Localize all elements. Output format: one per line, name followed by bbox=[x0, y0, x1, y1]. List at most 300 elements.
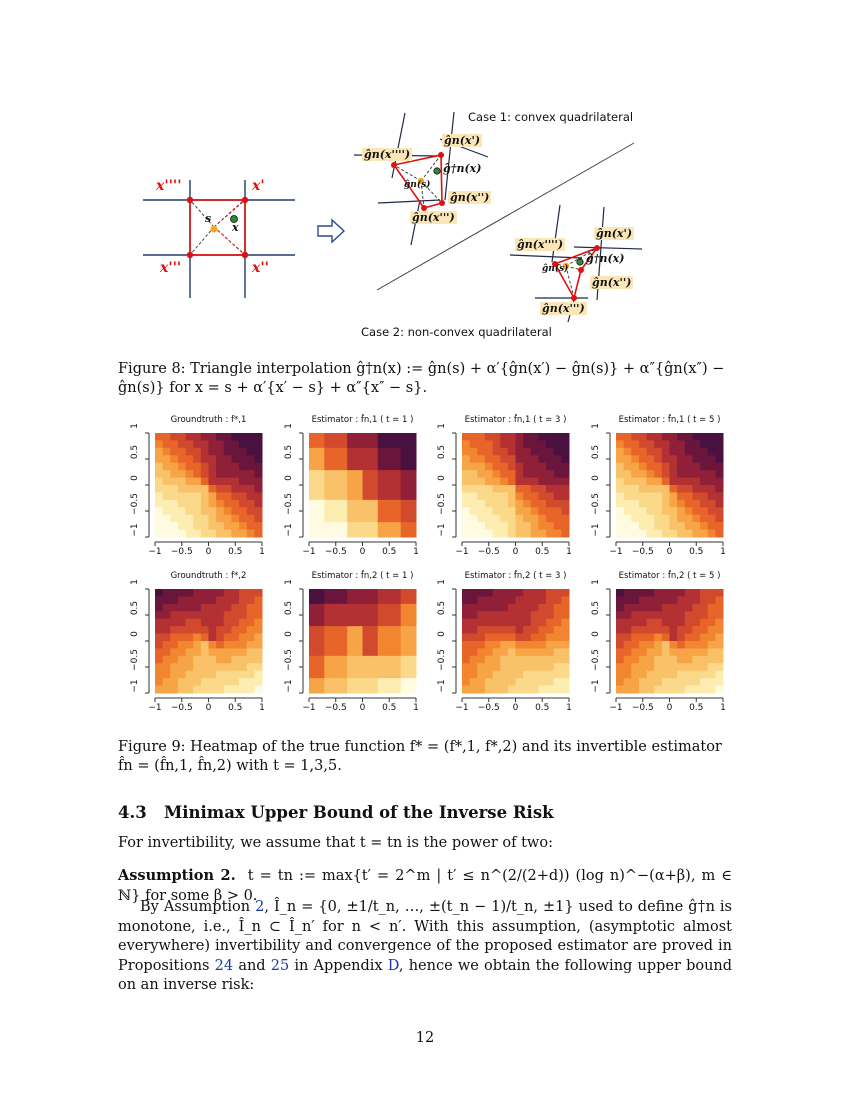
heatmap-cell bbox=[647, 515, 655, 523]
heatmap-cell bbox=[538, 515, 546, 523]
heatmap-cell bbox=[523, 440, 531, 448]
heatmap-cell bbox=[516, 678, 524, 686]
heatmap-cell bbox=[340, 455, 348, 463]
heatmap-cell bbox=[332, 515, 340, 523]
heatmap-cell bbox=[685, 470, 693, 478]
heatmap-cell bbox=[554, 611, 562, 619]
heatmap-cell bbox=[685, 515, 693, 523]
heatmap-cell bbox=[631, 478, 639, 486]
heatmap-cell bbox=[324, 663, 332, 671]
heatmap-plot bbox=[115, 415, 282, 559]
heatmap-cell bbox=[538, 611, 546, 619]
heatmap-cell bbox=[647, 678, 655, 686]
heatmap-cell bbox=[178, 656, 186, 664]
heatmap-cell bbox=[193, 678, 201, 686]
heatmap-cell bbox=[370, 448, 378, 456]
heatmap-cell bbox=[538, 678, 546, 686]
heatmap-cell bbox=[516, 455, 524, 463]
heatmap-cell bbox=[378, 663, 386, 671]
heatmap-cell bbox=[708, 522, 716, 530]
heatmap-cell bbox=[247, 433, 255, 441]
heatmap-cell bbox=[631, 515, 639, 523]
heatmap-cell bbox=[347, 448, 355, 456]
x-tick-label: −0.5 bbox=[170, 547, 193, 557]
heatmap-cell bbox=[170, 448, 178, 456]
x-tick-label: −0.5 bbox=[324, 703, 347, 713]
heatmap-cell bbox=[647, 626, 655, 634]
heatmap-cell bbox=[378, 492, 386, 500]
heatmap-cell bbox=[616, 611, 624, 619]
heatmap-cell bbox=[401, 634, 409, 642]
heatmap-cell bbox=[561, 500, 569, 508]
heatmap-cell bbox=[224, 641, 232, 649]
y-tick-label: −1 bbox=[284, 679, 294, 693]
heatmap-cell bbox=[631, 463, 639, 471]
heatmap-cell bbox=[163, 671, 171, 679]
x-tick-label: 0 bbox=[666, 703, 673, 713]
heatmap-cell bbox=[216, 455, 224, 463]
heatmap-cell bbox=[186, 530, 194, 538]
heatmap-cell bbox=[692, 596, 700, 604]
heatmap-cell bbox=[554, 515, 562, 523]
heatmap-cell bbox=[355, 648, 363, 656]
heatmap-cell bbox=[624, 522, 632, 530]
heatmap-cell bbox=[523, 470, 531, 478]
heatmap-cell bbox=[531, 604, 539, 612]
heatmap-cell bbox=[485, 656, 493, 664]
heatmap-cell bbox=[324, 604, 332, 612]
heatmap-cell bbox=[616, 507, 624, 515]
heatmap-cell bbox=[516, 507, 524, 515]
heatmap-cell bbox=[355, 515, 363, 523]
heatmap-cell bbox=[309, 671, 317, 679]
heatmap-cell bbox=[662, 663, 670, 671]
heatmap-cell bbox=[715, 634, 723, 642]
heatmap-cell bbox=[700, 596, 708, 604]
heatmap-cell bbox=[531, 619, 539, 627]
heatmap-cell bbox=[516, 656, 524, 664]
heatmap-cell bbox=[355, 463, 363, 471]
heatmap-cell bbox=[670, 463, 678, 471]
heatmap-cell bbox=[317, 485, 325, 493]
heatmap-cell bbox=[462, 663, 470, 671]
heatmap-cell bbox=[462, 492, 470, 500]
heatmap-cell bbox=[209, 440, 217, 448]
heatmap-cell bbox=[347, 440, 355, 448]
heatmap-cell bbox=[546, 530, 554, 538]
heatmap-cell bbox=[685, 492, 693, 500]
heatmap-cell bbox=[370, 478, 378, 486]
heatmap-cell bbox=[462, 656, 470, 664]
heatmap-cell bbox=[523, 611, 531, 619]
heatmap-cell bbox=[639, 663, 647, 671]
heatmap-cell bbox=[385, 478, 393, 486]
heatmap-cell bbox=[201, 619, 209, 627]
heatmap-cell bbox=[170, 648, 178, 656]
heatmap-cell bbox=[624, 492, 632, 500]
heatmap-cell bbox=[531, 485, 539, 493]
heatmap-cell bbox=[631, 589, 639, 597]
heatmap-cell bbox=[470, 440, 478, 448]
heatmap-cell bbox=[224, 671, 232, 679]
heatmap-plot bbox=[576, 415, 743, 559]
heatmap-cell bbox=[500, 656, 508, 664]
y-tick-label: 0 bbox=[130, 475, 140, 481]
heatmap-cell bbox=[401, 478, 409, 486]
heatmap-cell bbox=[639, 641, 647, 649]
heatmap-cell bbox=[216, 470, 224, 478]
heatmap-cell bbox=[178, 463, 186, 471]
heatmap-cell bbox=[317, 463, 325, 471]
heatmap-cell bbox=[355, 492, 363, 500]
heatmap-cell bbox=[393, 626, 401, 634]
heatmap-cell bbox=[692, 678, 700, 686]
heatmap-cell bbox=[662, 500, 670, 508]
heatmap-cell bbox=[677, 433, 685, 441]
heatmap-cell bbox=[477, 485, 485, 493]
heatmap-cell bbox=[538, 671, 546, 679]
heatmap-cell bbox=[155, 648, 163, 656]
ref-assumption-link[interactable]: 2 bbox=[255, 899, 265, 915]
heatmap-cell bbox=[631, 485, 639, 493]
heatmap-cell bbox=[477, 440, 485, 448]
heatmap-cell bbox=[254, 507, 262, 515]
heatmap-cell bbox=[163, 515, 171, 523]
heatmap-cell bbox=[708, 470, 716, 478]
heatmap-cell bbox=[385, 678, 393, 686]
heatmap-cell bbox=[561, 507, 569, 515]
heatmap-cell bbox=[317, 440, 325, 448]
heatmap-cell bbox=[561, 478, 569, 486]
y-tick-label: 0.5 bbox=[130, 600, 140, 616]
heatmap-cell bbox=[309, 433, 317, 441]
heatmap-cell bbox=[385, 522, 393, 530]
heatmap-cell bbox=[470, 463, 478, 471]
heatmap-cell bbox=[500, 515, 508, 523]
heatmap-cell bbox=[216, 634, 224, 642]
heatmap-cell bbox=[370, 470, 378, 478]
heatmap-cell bbox=[493, 470, 501, 478]
heatmap-cell bbox=[531, 455, 539, 463]
heatmap-cell bbox=[163, 619, 171, 627]
heatmap-cell bbox=[616, 671, 624, 679]
heatmap-cell bbox=[485, 440, 493, 448]
heatmap-cell bbox=[538, 686, 546, 694]
heatmap-cell bbox=[516, 485, 524, 493]
heatmap-cell bbox=[546, 611, 554, 619]
heatmap-cell bbox=[378, 686, 386, 694]
heatmap-cell bbox=[155, 478, 163, 486]
heatmap-cell bbox=[462, 515, 470, 523]
heatmap-cell bbox=[508, 485, 516, 493]
heatmap-cell bbox=[700, 433, 708, 441]
heatmap-cell bbox=[155, 507, 163, 515]
heatmap-cell bbox=[485, 671, 493, 679]
heatmap-cell bbox=[654, 641, 662, 649]
heatmap-cell bbox=[654, 634, 662, 642]
heatmap-cell bbox=[317, 656, 325, 664]
heatmap-cell bbox=[538, 619, 546, 627]
heatmap-cell bbox=[700, 530, 708, 538]
heatmap-cell bbox=[477, 589, 485, 597]
heatmap-cell bbox=[385, 589, 393, 597]
heatmap-cell bbox=[715, 604, 723, 612]
heatmap-cell bbox=[624, 596, 632, 604]
x-tick-label: −0.5 bbox=[631, 547, 654, 557]
heatmap-cell bbox=[363, 589, 371, 597]
heatmap-cell bbox=[531, 678, 539, 686]
heatmap-cell bbox=[677, 492, 685, 500]
heatmap-cell bbox=[708, 604, 716, 612]
y-tick-label: 0 bbox=[284, 631, 294, 637]
heatmap-cell bbox=[639, 604, 647, 612]
heatmap-cell bbox=[363, 634, 371, 642]
case1-label-x2: ĝn(x'') bbox=[450, 191, 490, 204]
heatmap-cell bbox=[470, 492, 478, 500]
heatmap-cell bbox=[477, 663, 485, 671]
heatmap-cell bbox=[700, 589, 708, 597]
heatmap-cell bbox=[347, 507, 355, 515]
heatmap-cell bbox=[647, 656, 655, 664]
x-tick-label: 1 bbox=[259, 703, 265, 713]
heatmap-cell bbox=[340, 611, 348, 619]
x-tick-label: −0.5 bbox=[477, 547, 500, 557]
heatmap-cell bbox=[332, 671, 340, 679]
ref-proposition-24-link[interactable]: 24 bbox=[214, 957, 234, 974]
heatmap-cell bbox=[209, 507, 217, 515]
heatmap-cell bbox=[616, 641, 624, 649]
heatmap-cell bbox=[647, 485, 655, 493]
heatmap-cell bbox=[186, 463, 194, 471]
heatmap-cell bbox=[370, 656, 378, 664]
heatmap-cell bbox=[216, 433, 224, 441]
heatmap-cell bbox=[163, 663, 171, 671]
heatmap-cell bbox=[385, 656, 393, 664]
heatmap-cell bbox=[193, 671, 201, 679]
heatmap-cell bbox=[393, 663, 401, 671]
heatmap-cell bbox=[470, 686, 478, 694]
x-tick-label: 1 bbox=[720, 547, 726, 557]
heatmap-cell bbox=[647, 686, 655, 694]
heatmap-cell bbox=[224, 492, 232, 500]
heatmap-cell bbox=[531, 433, 539, 441]
heatmap-cell bbox=[201, 463, 209, 471]
heatmap-cell bbox=[201, 433, 209, 441]
heatmap-cell bbox=[340, 604, 348, 612]
heatmap-cell bbox=[247, 671, 255, 679]
heatmap-cell bbox=[516, 596, 524, 604]
heatmap-cell bbox=[531, 470, 539, 478]
heatmap-cell bbox=[677, 671, 685, 679]
heatmap-cell bbox=[493, 678, 501, 686]
heatmap-cell bbox=[340, 507, 348, 515]
ref-appendix-link[interactable]: D bbox=[387, 957, 399, 974]
heatmap-cell bbox=[224, 455, 232, 463]
heatmap-cell bbox=[462, 671, 470, 679]
heatmap-cell bbox=[324, 648, 332, 656]
heatmap-cell bbox=[477, 478, 485, 486]
heatmap-cell bbox=[470, 500, 478, 508]
heatmap-cell bbox=[500, 634, 508, 642]
heatmap-cell bbox=[178, 448, 186, 456]
y-tick-label: −0.5 bbox=[437, 493, 447, 515]
heatmap-cell bbox=[370, 663, 378, 671]
heatmap-cell bbox=[363, 648, 371, 656]
heatmap-cell bbox=[523, 678, 531, 686]
heatmap-title: Estimator : f̂n,2 ( t = 3 ) bbox=[464, 571, 567, 581]
heatmap-cell bbox=[647, 440, 655, 448]
heatmap-cell bbox=[477, 656, 485, 664]
heatmap-cell bbox=[516, 440, 524, 448]
heatmap-cell bbox=[393, 596, 401, 604]
heatmap-cell bbox=[340, 634, 348, 642]
heatmap-cell bbox=[531, 448, 539, 456]
heatmap-cell bbox=[500, 663, 508, 671]
heatmap-cell bbox=[170, 686, 178, 694]
heatmap-cell bbox=[224, 522, 232, 530]
heatmap-cell bbox=[631, 507, 639, 515]
heatmap-cell bbox=[624, 663, 632, 671]
heatmap-cell bbox=[677, 604, 685, 612]
heatmap-cell bbox=[193, 604, 201, 612]
heatmap-cell bbox=[670, 671, 678, 679]
heatmap-cell bbox=[485, 596, 493, 604]
heatmap-cell bbox=[462, 686, 470, 694]
heatmap-cell bbox=[378, 463, 386, 471]
heatmap-cell bbox=[662, 522, 670, 530]
heatmap-cell bbox=[178, 500, 186, 508]
heatmap-cell bbox=[347, 455, 355, 463]
heatmap-cell bbox=[332, 492, 340, 500]
heatmap-cell bbox=[531, 634, 539, 642]
heatmap-cell bbox=[155, 433, 163, 441]
heatmap-cell bbox=[193, 619, 201, 627]
heatmap-cell bbox=[516, 433, 524, 441]
heatmap-cell bbox=[647, 492, 655, 500]
heatmap-cell bbox=[616, 440, 624, 448]
heatmap-cell bbox=[186, 589, 194, 597]
y-tick-label: −1 bbox=[591, 679, 601, 693]
heatmap-cell bbox=[700, 463, 708, 471]
heatmap-cell bbox=[231, 671, 239, 679]
heatmap-cell bbox=[324, 500, 332, 508]
heatmap-cell bbox=[170, 470, 178, 478]
y-tick-label: 0.5 bbox=[130, 444, 140, 460]
y-tick-label: 1 bbox=[591, 423, 601, 429]
heatmap-cell bbox=[670, 686, 678, 694]
heatmap-cell bbox=[624, 626, 632, 634]
heatmap-cell bbox=[201, 663, 209, 671]
heatmap-cell bbox=[639, 596, 647, 604]
heatmap-cell bbox=[616, 463, 624, 471]
heatmap-cell bbox=[485, 463, 493, 471]
x-tick-label: 0.5 bbox=[535, 703, 550, 713]
heatmap-cell bbox=[393, 656, 401, 664]
transform-arrow-icon bbox=[318, 220, 344, 242]
heatmap-cell bbox=[647, 455, 655, 463]
heatmap-cell bbox=[332, 440, 340, 448]
heatmap-cell bbox=[201, 648, 209, 656]
heatmap-cell bbox=[616, 596, 624, 604]
case1-label-x3: ĝn(x''') bbox=[412, 211, 455, 224]
heatmap-cell bbox=[155, 611, 163, 619]
heatmap-cell bbox=[531, 656, 539, 664]
heatmap-cell bbox=[186, 433, 194, 441]
heatmap-cell bbox=[324, 470, 332, 478]
heatmap-cell bbox=[193, 648, 201, 656]
heatmap-cell bbox=[385, 440, 393, 448]
heatmap-cell bbox=[462, 485, 470, 493]
heatmap-cell bbox=[317, 455, 325, 463]
heatmap-cell bbox=[654, 470, 662, 478]
heatmap-cell bbox=[216, 530, 224, 538]
heatmap-cell bbox=[370, 440, 378, 448]
heatmap-cell bbox=[378, 522, 386, 530]
heatmap-cell bbox=[470, 515, 478, 523]
heatmap-cell bbox=[254, 433, 262, 441]
ref-proposition-25-link[interactable]: 25 bbox=[270, 957, 290, 974]
heatmap-cell bbox=[163, 648, 171, 656]
heatmap-cell bbox=[363, 671, 371, 679]
heatmap-cell bbox=[700, 619, 708, 627]
heatmap-cell bbox=[477, 671, 485, 679]
x-tick-label: 0.5 bbox=[228, 703, 243, 713]
heatmap-cell bbox=[340, 463, 348, 471]
heatmap-cell bbox=[239, 485, 247, 493]
label-x2: x'' bbox=[252, 260, 269, 276]
heatmap-cell bbox=[692, 463, 700, 471]
heatmap-cell bbox=[309, 500, 317, 508]
heatmap-cell bbox=[662, 604, 670, 612]
heatmap-cell bbox=[224, 656, 232, 664]
heatmap-cell bbox=[309, 589, 317, 597]
heatmap-cell bbox=[163, 604, 171, 612]
heatmap-cell bbox=[708, 433, 716, 441]
heatmap-cell bbox=[355, 686, 363, 694]
heatmap-cell bbox=[155, 596, 163, 604]
heatmap-cell bbox=[401, 463, 409, 471]
heatmap-cell bbox=[309, 596, 317, 604]
heatmap-cell bbox=[554, 500, 562, 508]
heatmap-cell bbox=[531, 663, 539, 671]
heatmap-cell bbox=[508, 530, 516, 538]
heatmap-cell bbox=[624, 589, 632, 597]
heatmap-cell bbox=[538, 522, 546, 530]
heatmap-cell bbox=[347, 641, 355, 649]
y-tick-label: 0 bbox=[284, 475, 294, 481]
heatmap-cell bbox=[378, 611, 386, 619]
heatmap-cell bbox=[370, 515, 378, 523]
heatmap-cell bbox=[324, 463, 332, 471]
heatmap-cell bbox=[231, 448, 239, 456]
heatmap-cell bbox=[670, 507, 678, 515]
heatmap-cell bbox=[370, 641, 378, 649]
heatmap-cell bbox=[209, 433, 217, 441]
heatmap-cell bbox=[647, 433, 655, 441]
heatmap-cell bbox=[662, 492, 670, 500]
heatmap-cell bbox=[670, 440, 678, 448]
heatmap-cell bbox=[170, 463, 178, 471]
heatmap-cell bbox=[393, 678, 401, 686]
heatmap-cell bbox=[692, 641, 700, 649]
heatmap-cell bbox=[355, 641, 363, 649]
heatmap-cell bbox=[378, 448, 386, 456]
heatmap-cell bbox=[247, 530, 255, 538]
paragraph-main: By Assumption 2, Î_n = {0, ±1/t_n, …, ±(t_n − 1)/t_n, ±1} used to define ĝ†n is monotone, i.e., Î_n ⊂ Î_n′ for n < n′. With this assumption, (asymptotic almost everywhere) invertibility and convergence of the proposed estimator are proved in Propositions 24 and 25 in Appendix D, hence we obtain the following upper bound on an inverse risk: bbox=[118, 899, 733, 993]
heatmap-cell bbox=[370, 455, 378, 463]
heatmap-cell bbox=[700, 492, 708, 500]
heatmap-cell bbox=[523, 492, 531, 500]
